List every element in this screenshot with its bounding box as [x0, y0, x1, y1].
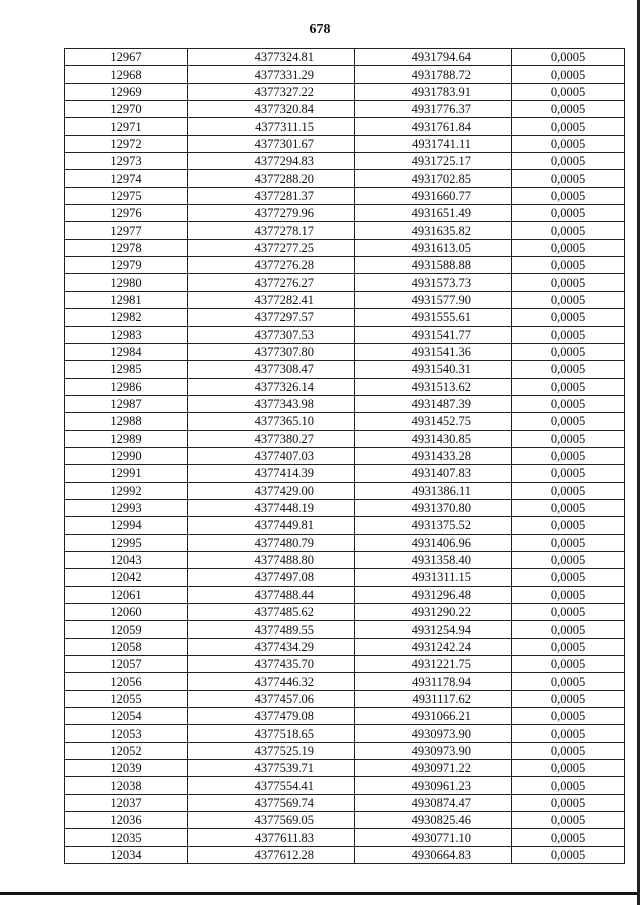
y-coordinate-cell: 4931370.80	[355, 499, 512, 516]
x-coordinate-cell: 4377278.17	[188, 222, 355, 239]
point-id-cell: 12968	[65, 66, 188, 83]
table-row	[65, 430, 625, 447]
table-row	[65, 586, 625, 603]
page-number: 678	[309, 22, 331, 37]
table-row	[65, 153, 625, 170]
point-id-cell: 12056	[65, 673, 188, 690]
y-coordinate-cell: 4931725.17	[355, 153, 512, 170]
point-id-cell: 12977	[65, 222, 188, 239]
point-id-cell: 12995	[65, 534, 188, 551]
table-row	[65, 101, 625, 118]
table-row	[65, 569, 625, 586]
value-cell: 0,0005	[512, 690, 625, 707]
value-cell: 0,0005	[512, 361, 625, 378]
table-row	[65, 638, 625, 655]
x-coordinate-cell: 4377326.14	[188, 378, 355, 395]
y-coordinate-cell: 4931588.88	[355, 257, 512, 274]
table-row	[65, 846, 625, 863]
x-coordinate-cell: 4377569.74	[188, 794, 355, 811]
y-coordinate-cell: 4931406.96	[355, 534, 512, 551]
point-id-cell: 12973	[65, 153, 188, 170]
x-coordinate-cell: 4377277.25	[188, 239, 355, 256]
table-row	[65, 274, 625, 291]
table-row	[65, 690, 625, 707]
bottom-border	[0, 892, 640, 895]
table-row	[65, 170, 625, 187]
table-row	[65, 326, 625, 343]
y-coordinate-cell: 4930664.83	[355, 846, 512, 863]
value-cell: 0,0005	[512, 517, 625, 534]
value-cell: 0,0005	[512, 482, 625, 499]
x-coordinate-cell: 4377327.22	[188, 83, 355, 100]
value-cell: 0,0005	[512, 153, 625, 170]
point-id-cell: 12993	[65, 499, 188, 516]
y-coordinate-cell: 4931541.36	[355, 343, 512, 360]
table-row	[65, 291, 625, 308]
value-cell: 0,0005	[512, 465, 625, 482]
x-coordinate-cell: 4377331.29	[188, 66, 355, 83]
value-cell: 0,0005	[512, 309, 625, 326]
table-row	[65, 621, 625, 638]
y-coordinate-cell: 4931386.11	[355, 482, 512, 499]
point-id-cell: 12991	[65, 465, 188, 482]
point-id-cell: 12969	[65, 83, 188, 100]
y-coordinate-cell: 4931296.48	[355, 586, 512, 603]
y-coordinate-cell: 4931407.83	[355, 465, 512, 482]
x-coordinate-cell: 4377276.28	[188, 257, 355, 274]
point-id-cell: 12034	[65, 846, 188, 863]
point-id-cell: 12043	[65, 551, 188, 568]
value-cell: 0,0005	[512, 551, 625, 568]
x-coordinate-cell: 4377497.08	[188, 569, 355, 586]
point-id-cell: 12042	[65, 569, 188, 586]
x-coordinate-cell: 4377435.70	[188, 656, 355, 673]
value-cell: 0,0005	[512, 499, 625, 516]
y-coordinate-cell: 4931577.90	[355, 291, 512, 308]
x-coordinate-cell: 4377297.57	[188, 309, 355, 326]
value-cell: 0,0005	[512, 673, 625, 690]
y-coordinate-cell: 4931452.75	[355, 413, 512, 430]
y-coordinate-cell: 4931651.49	[355, 205, 512, 222]
y-coordinate-cell: 4931613.05	[355, 239, 512, 256]
x-coordinate-cell: 4377281.37	[188, 187, 355, 204]
x-coordinate-cell: 4377307.80	[188, 343, 355, 360]
x-coordinate-cell: 4377365.10	[188, 413, 355, 430]
value-cell: 0,0005	[512, 205, 625, 222]
point-id-cell: 12057	[65, 656, 188, 673]
point-id-cell: 12990	[65, 447, 188, 464]
x-coordinate-cell: 4377612.28	[188, 846, 355, 863]
point-id-cell: 12987	[65, 395, 188, 412]
table-row	[65, 83, 625, 100]
x-coordinate-cell: 4377429.00	[188, 482, 355, 499]
point-id-cell: 12976	[65, 205, 188, 222]
x-coordinate-cell: 4377488.44	[188, 586, 355, 603]
x-coordinate-cell: 4377311.15	[188, 118, 355, 135]
y-coordinate-cell: 4931783.91	[355, 83, 512, 100]
value-cell: 0,0005	[512, 777, 625, 794]
table-row	[65, 118, 625, 135]
x-coordinate-cell: 4377407.03	[188, 447, 355, 464]
x-coordinate-cell: 4377320.84	[188, 101, 355, 118]
value-cell: 0,0005	[512, 187, 625, 204]
value-cell: 0,0005	[512, 118, 625, 135]
table-row	[65, 413, 625, 430]
table-row	[65, 708, 625, 725]
table-row	[65, 742, 625, 759]
point-id-cell: 12037	[65, 794, 188, 811]
value-cell: 0,0005	[512, 257, 625, 274]
value-cell: 0,0005	[512, 378, 625, 395]
y-coordinate-cell: 4931541.77	[355, 326, 512, 343]
point-id-cell: 12980	[65, 274, 188, 291]
y-coordinate-cell: 4930973.90	[355, 742, 512, 759]
value-cell: 0,0005	[512, 49, 625, 66]
x-coordinate-cell: 4377518.65	[188, 725, 355, 742]
value-cell: 0,0005	[512, 170, 625, 187]
y-coordinate-cell: 4931794.64	[355, 49, 512, 66]
point-id-cell: 12974	[65, 170, 188, 187]
y-coordinate-cell: 4931540.31	[355, 361, 512, 378]
y-coordinate-cell: 4931290.22	[355, 604, 512, 621]
x-coordinate-cell: 4377288.20	[188, 170, 355, 187]
x-coordinate-cell: 4377414.39	[188, 465, 355, 482]
point-id-cell: 12988	[65, 413, 188, 430]
x-coordinate-cell: 4377611.83	[188, 829, 355, 846]
value-cell: 0,0005	[512, 343, 625, 360]
x-coordinate-cell: 4377479.08	[188, 708, 355, 725]
y-coordinate-cell: 4930971.22	[355, 760, 512, 777]
point-id-cell: 12039	[65, 760, 188, 777]
point-id-cell: 12060	[65, 604, 188, 621]
coordinates-table	[64, 48, 625, 864]
table-row	[65, 257, 625, 274]
y-coordinate-cell: 4931776.37	[355, 101, 512, 118]
table-row	[65, 482, 625, 499]
table-row	[65, 812, 625, 829]
x-coordinate-cell: 4377539.71	[188, 760, 355, 777]
point-id-cell: 12978	[65, 239, 188, 256]
value-cell: 0,0005	[512, 708, 625, 725]
y-coordinate-cell: 4931430.85	[355, 430, 512, 447]
point-id-cell: 12058	[65, 638, 188, 655]
x-coordinate-cell: 4377489.55	[188, 621, 355, 638]
table-row	[65, 447, 625, 464]
value-cell: 0,0005	[512, 291, 625, 308]
y-coordinate-cell: 4931311.15	[355, 569, 512, 586]
y-coordinate-cell: 4931433.28	[355, 447, 512, 464]
value-cell: 0,0005	[512, 222, 625, 239]
y-coordinate-cell: 4931573.73	[355, 274, 512, 291]
point-id-cell: 12970	[65, 101, 188, 118]
value-cell: 0,0005	[512, 413, 625, 430]
y-coordinate-cell: 4930771.10	[355, 829, 512, 846]
x-coordinate-cell: 4377525.19	[188, 742, 355, 759]
x-coordinate-cell: 4377554.41	[188, 777, 355, 794]
y-coordinate-cell: 4931741.11	[355, 135, 512, 152]
point-id-cell: 12982	[65, 309, 188, 326]
table-row	[65, 343, 625, 360]
point-id-cell: 12052	[65, 742, 188, 759]
x-coordinate-cell: 4377282.41	[188, 291, 355, 308]
point-id-cell: 12994	[65, 517, 188, 534]
x-coordinate-cell: 4377488.80	[188, 551, 355, 568]
value-cell: 0,0005	[512, 586, 625, 603]
value-cell: 0,0005	[512, 569, 625, 586]
point-id-cell: 12975	[65, 187, 188, 204]
table-row	[65, 222, 625, 239]
table-row	[65, 239, 625, 256]
point-id-cell: 12967	[65, 49, 188, 66]
point-id-cell: 12054	[65, 708, 188, 725]
point-id-cell: 12053	[65, 725, 188, 742]
table-row	[65, 794, 625, 811]
point-id-cell: 12036	[65, 812, 188, 829]
point-id-cell: 12038	[65, 777, 188, 794]
y-coordinate-cell: 4930825.46	[355, 812, 512, 829]
point-id-cell: 12061	[65, 586, 188, 603]
y-coordinate-cell: 4931242.24	[355, 638, 512, 655]
x-coordinate-cell: 4377449.81	[188, 517, 355, 534]
y-coordinate-cell: 4931487.39	[355, 395, 512, 412]
table-row	[65, 49, 625, 66]
value-cell: 0,0005	[512, 794, 625, 811]
value-cell: 0,0005	[512, 447, 625, 464]
y-coordinate-cell: 4931761.84	[355, 118, 512, 135]
table-row	[65, 395, 625, 412]
x-coordinate-cell: 4377308.47	[188, 361, 355, 378]
value-cell: 0,0005	[512, 846, 625, 863]
table-row	[65, 777, 625, 794]
table-row	[65, 361, 625, 378]
value-cell: 0,0005	[512, 656, 625, 673]
y-coordinate-cell: 4931178.94	[355, 673, 512, 690]
value-cell: 0,0005	[512, 395, 625, 412]
point-id-cell: 12979	[65, 257, 188, 274]
table-row	[65, 517, 625, 534]
x-coordinate-cell: 4377301.67	[188, 135, 355, 152]
value-cell: 0,0005	[512, 812, 625, 829]
y-coordinate-cell: 4931221.75	[355, 656, 512, 673]
table-row	[65, 656, 625, 673]
y-coordinate-cell: 4931375.52	[355, 517, 512, 534]
x-coordinate-cell: 4377480.79	[188, 534, 355, 551]
value-cell: 0,0005	[512, 604, 625, 621]
value-cell: 0,0005	[512, 534, 625, 551]
table-row	[65, 135, 625, 152]
table-row	[65, 551, 625, 568]
x-coordinate-cell: 4377307.53	[188, 326, 355, 343]
y-coordinate-cell: 4931066.21	[355, 708, 512, 725]
y-coordinate-cell: 4931117.62	[355, 690, 512, 707]
x-coordinate-cell: 4377569.05	[188, 812, 355, 829]
y-coordinate-cell: 4931513.62	[355, 378, 512, 395]
point-id-cell: 12992	[65, 482, 188, 499]
point-id-cell: 12055	[65, 690, 188, 707]
value-cell: 0,0005	[512, 621, 625, 638]
point-id-cell: 12059	[65, 621, 188, 638]
coordinates-table-wrapper	[64, 48, 606, 864]
value-cell: 0,0005	[512, 135, 625, 152]
x-coordinate-cell: 4377434.29	[188, 638, 355, 655]
table-row	[65, 499, 625, 516]
y-coordinate-cell: 4931555.61	[355, 309, 512, 326]
x-coordinate-cell: 4377324.81	[188, 49, 355, 66]
table-row	[65, 604, 625, 621]
x-coordinate-cell: 4377446.32	[188, 673, 355, 690]
y-coordinate-cell: 4931660.77	[355, 187, 512, 204]
value-cell: 0,0005	[512, 829, 625, 846]
x-coordinate-cell: 4377457.06	[188, 690, 355, 707]
x-coordinate-cell: 4377380.27	[188, 430, 355, 447]
value-cell: 0,0005	[512, 83, 625, 100]
value-cell: 0,0005	[512, 326, 625, 343]
value-cell: 0,0005	[512, 274, 625, 291]
x-coordinate-cell: 4377343.98	[188, 395, 355, 412]
value-cell: 0,0005	[512, 742, 625, 759]
table-row	[65, 725, 625, 742]
y-coordinate-cell: 4930874.47	[355, 794, 512, 811]
value-cell: 0,0005	[512, 66, 625, 83]
point-id-cell: 12986	[65, 378, 188, 395]
value-cell: 0,0005	[512, 101, 625, 118]
y-coordinate-cell: 4931358.40	[355, 551, 512, 568]
point-id-cell: 12985	[65, 361, 188, 378]
y-coordinate-cell: 4930961.23	[355, 777, 512, 794]
point-id-cell: 12989	[65, 430, 188, 447]
point-id-cell: 12983	[65, 326, 188, 343]
x-coordinate-cell: 4377279.96	[188, 205, 355, 222]
table-row	[65, 760, 625, 777]
x-coordinate-cell: 4377448.19	[188, 499, 355, 516]
table-row	[65, 309, 625, 326]
table-row	[65, 378, 625, 395]
table-row	[65, 187, 625, 204]
y-coordinate-cell: 4931254.94	[355, 621, 512, 638]
x-coordinate-cell: 4377485.62	[188, 604, 355, 621]
value-cell: 0,0005	[512, 239, 625, 256]
y-coordinate-cell: 4931702.85	[355, 170, 512, 187]
x-coordinate-cell: 4377276.27	[188, 274, 355, 291]
value-cell: 0,0005	[512, 725, 625, 742]
x-coordinate-cell: 4377294.83	[188, 153, 355, 170]
y-coordinate-cell: 4931635.82	[355, 222, 512, 239]
coordinates-table-body	[65, 49, 625, 864]
y-coordinate-cell: 4930973.90	[355, 725, 512, 742]
value-cell: 0,0005	[512, 760, 625, 777]
table-row	[65, 829, 625, 846]
value-cell: 0,0005	[512, 638, 625, 655]
table-row	[65, 66, 625, 83]
point-id-cell: 12972	[65, 135, 188, 152]
table-row	[65, 673, 625, 690]
table-row	[65, 534, 625, 551]
table-row	[65, 205, 625, 222]
point-id-cell: 12971	[65, 118, 188, 135]
value-cell: 0,0005	[512, 430, 625, 447]
point-id-cell: 12984	[65, 343, 188, 360]
y-coordinate-cell: 4931788.72	[355, 66, 512, 83]
point-id-cell: 12981	[65, 291, 188, 308]
point-id-cell: 12035	[65, 829, 188, 846]
table-row	[65, 465, 625, 482]
